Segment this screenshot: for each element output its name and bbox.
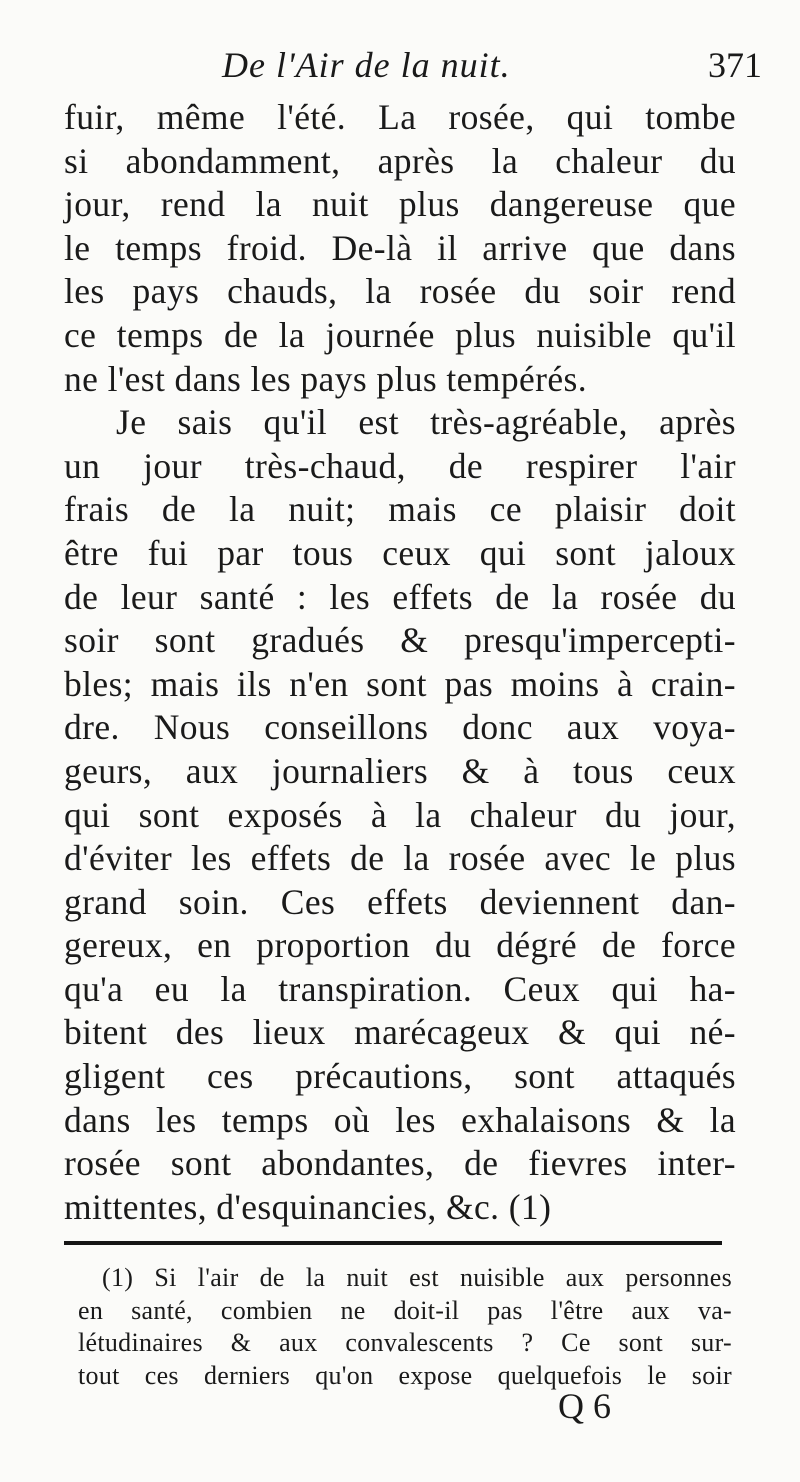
body-line: rosée sont abondantes, de fievres inter- [64,1143,736,1184]
body-line: bles; mais ils n'en sont pas moins à crain- [64,663,736,704]
body-line: qu'a eu la transpiration. Ceux qui ha- [64,968,736,1009]
body-line: le temps froid. De-là il arrive que dans [64,227,736,268]
body-line: de leur santé : les effets de la rosée du [64,576,736,617]
body-line: frais de la nuit; mais ce plaisir doit [64,489,736,530]
body-line: gereux, en proportion du dégré de force [64,925,736,966]
body-line: les pays chauds, la rosée du soir rend [64,271,736,312]
body-line: d'éviter les effets de la rosée avec le plus [64,838,736,879]
body-line: geurs, aux journaliers & à tous ceux [64,750,736,791]
body-line: gligent ces précautions, sont attaqués [64,1056,736,1097]
running-title: De l'Air de la nuit. [222,45,511,85]
body-line: ne l'est dans les pays plus tempérés. [64,358,588,399]
footnote-line: en santé, combien ne doit-il pas l'être aux va- [78,1295,732,1325]
footnote [78,1262,732,1392]
page-header [222,44,762,100]
body-line: un jour très-chaud, de respirer l'air [64,445,736,486]
footnote-line: (1) Si l'air de la nuit est nuisible aux personnes [102,1263,732,1292]
footnote-line: létudinaires & aux convalescents ? Ce sont sur- [78,1328,732,1357]
body-line: soir sont gradués & presqu'impercepti- [64,620,736,661]
body-text [64,96,736,1229]
body-line: mittentes, d'esquinancies, &c. (1) [64,1186,552,1227]
body-line: jour, rend la nuit plus dangereuse que [64,184,736,225]
signature-mark: Q 6 [558,1386,611,1426]
body-line: qui sont exposés à la chaleur du jour, [64,794,736,835]
body-line: ce temps de la journée plus nuisible qu'il [64,314,736,355]
body-line: dre. Nous conseillons donc aux voya- [64,707,736,748]
body-line: dans les temps où les exhalaisons & la [64,1099,736,1140]
body-line: Je sais qu'il est très-agréable, après [116,402,736,443]
body-line: grand soin. Ces effets deviennent dan- [64,881,736,922]
body-line: bitent des lieux marécageux & qui né- [64,1012,736,1053]
body-line: être fui par tous ceux qui sont jaloux [64,532,736,573]
body-line: si abondamment, après la chaleur du [64,140,736,181]
footnote-line: tout ces derniers qu'on expose quelquefois le soir [78,1360,732,1390]
page-number: 371 [708,45,762,85]
body-line: fuir, même l'été. La rosée, qui tombe [64,97,736,137]
footnote-separator-rule [64,1241,722,1245]
